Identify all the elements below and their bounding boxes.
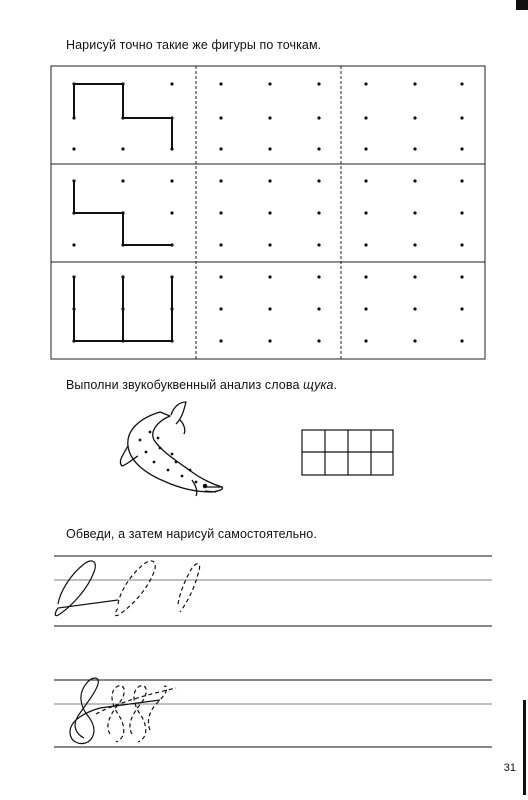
grid-dot: [268, 116, 271, 119]
grid-dot: [219, 339, 222, 342]
fish-spot: [195, 481, 198, 484]
task3-instruction: Обведи, а затем нарисуй самостоятельно.: [66, 527, 317, 541]
grid-dot: [364, 82, 367, 85]
grid-dot: [413, 116, 416, 119]
fish-spot: [189, 469, 192, 472]
grid-dot: [317, 82, 320, 85]
page-number: 31: [503, 762, 516, 774]
grid-dot: [317, 339, 320, 342]
sample-figure-2: [74, 181, 172, 245]
grid-dot: [460, 275, 463, 278]
grid-dot: [219, 179, 222, 182]
sample-figures: [74, 84, 172, 341]
fish-spot: [181, 475, 184, 478]
grid-dot: [413, 307, 416, 310]
fish-spot: [153, 461, 156, 464]
loop-trace-2: [178, 564, 200, 612]
grid-dot: [364, 339, 367, 342]
fish-spot: [145, 451, 148, 454]
grid-dot: [268, 275, 271, 278]
fish-spot: [139, 439, 142, 442]
grid-dot: [460, 339, 463, 342]
grid-dot: [170, 179, 173, 182]
grid-dot: [317, 179, 320, 182]
eight-trace-1: [108, 686, 124, 742]
grid-dot: [364, 211, 367, 214]
grid-dot: [413, 82, 416, 85]
eight-sample: [70, 678, 160, 744]
grid-dot: [317, 307, 320, 310]
grid-dot: [170, 211, 173, 214]
grid-dot: [121, 179, 124, 182]
pike-fish-illustration: [120, 402, 222, 496]
grid-dot: [121, 147, 124, 150]
task2-word: щука: [303, 378, 334, 392]
sound-scheme-box: [302, 430, 393, 475]
grid-dot: [219, 116, 222, 119]
grid-dot: [219, 275, 222, 278]
grid-dot: [364, 243, 367, 246]
fish-spot: [149, 431, 152, 434]
grid-dot: [460, 179, 463, 182]
grid-dot: [72, 243, 75, 246]
task2-instruction-suffix: .: [333, 378, 338, 392]
grid-dot: [413, 243, 416, 246]
grid-dot: [460, 82, 463, 85]
grid-dot: [219, 211, 222, 214]
eight-row: [70, 678, 176, 744]
grid-dot: [72, 147, 75, 150]
grid-dot: [317, 243, 320, 246]
writing-lines: [54, 556, 492, 747]
grid-dots: [72, 82, 463, 342]
task2-instruction-prefix: Выполни звукобуквенный анализ слова: [66, 378, 304, 392]
grid-dot: [268, 211, 271, 214]
grid-dot: [364, 116, 367, 119]
grid-dot: [317, 275, 320, 278]
grid-dot: [268, 243, 271, 246]
sample-figure-1: [74, 84, 172, 149]
grid-dot: [413, 339, 416, 342]
grid-dot: [413, 179, 416, 182]
grid-dot: [460, 116, 463, 119]
grid-dot: [268, 82, 271, 85]
fish-spot: [175, 461, 178, 464]
loop-row: [55, 561, 199, 616]
grid-dot: [219, 82, 222, 85]
task2-instruction: [66, 378, 337, 392]
grid-dot: [317, 211, 320, 214]
grid-dot: [317, 116, 320, 119]
grid-dot: [460, 211, 463, 214]
grid-dot: [268, 307, 271, 310]
grid-dot: [460, 243, 463, 246]
grid-dot: [364, 179, 367, 182]
loop-sample: [55, 561, 118, 616]
grid-dot: [413, 147, 416, 150]
grid-dot: [460, 307, 463, 310]
grid-dot: [268, 339, 271, 342]
grid-dot: [219, 307, 222, 310]
eight-trace-2: [130, 686, 146, 742]
grid-dot: [170, 82, 173, 85]
grid-dot: [460, 147, 463, 150]
fish-spot: [159, 447, 162, 450]
eight-trace-link: [96, 688, 176, 714]
grid-dot: [268, 179, 271, 182]
fish-spot: [157, 437, 160, 440]
grid-dot: [413, 275, 416, 278]
grid-dot: [413, 211, 416, 214]
grid-dot: [364, 275, 367, 278]
fish-spot: [171, 453, 174, 456]
grid-dot: [219, 147, 222, 150]
task1-instruction: Нарисуй точно такие же фигуры по точкам.: [66, 38, 322, 52]
grid-dot: [219, 243, 222, 246]
grid-dot: [364, 307, 367, 310]
grid-dot: [268, 147, 271, 150]
fish-spot: [167, 469, 170, 472]
grid-dot: [364, 147, 367, 150]
loop-trace-1: [115, 561, 155, 616]
grid-dot: [317, 147, 320, 150]
